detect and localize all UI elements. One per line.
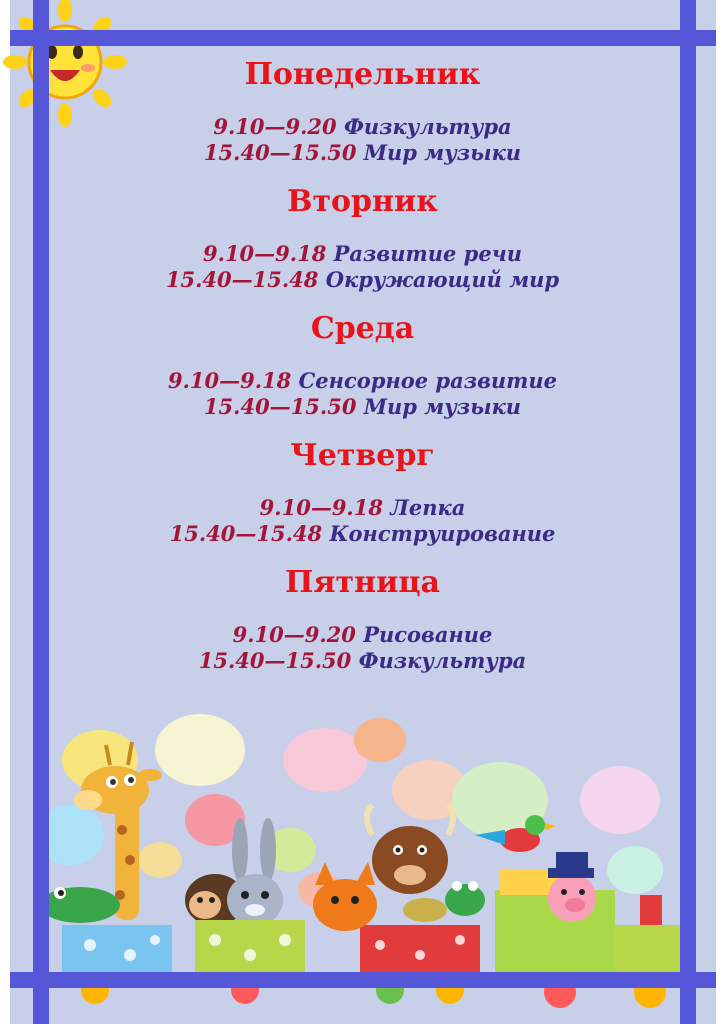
lesson-list (45, 241, 680, 293)
lesson-time: 9.10—9.18 (259, 495, 383, 520)
lesson-list (45, 495, 680, 547)
lesson-subject: Конструирование (329, 521, 556, 546)
lesson-subject: Сенсорное развитие (298, 368, 558, 393)
lesson-item (45, 495, 680, 521)
turtle-icon (403, 898, 447, 922)
lesson-list (45, 368, 680, 420)
day-heading: Пятница (285, 565, 440, 600)
day-heading: Вторник (287, 184, 438, 219)
lesson-time: 15.40—15.50 (203, 140, 357, 165)
weekly-schedule (45, 52, 680, 687)
lesson-subject: Мир музыки (363, 140, 522, 165)
spacer (45, 352, 680, 368)
lesson-item (45, 521, 680, 547)
lesson-subject: Рисование (363, 622, 493, 647)
lesson-list (45, 622, 680, 674)
crocodile-icon (40, 887, 120, 923)
lesson-subject: Физкультура (358, 648, 527, 673)
lesson-item (45, 140, 680, 166)
lesson-item (45, 114, 680, 140)
lesson-subject: Физкультура (343, 114, 512, 139)
lesson-time: 9.10—9.20 (232, 622, 356, 647)
lesson-subject: Окружающий мир (325, 267, 560, 292)
lesson-time: 15.40—15.48 (169, 521, 323, 546)
lesson-list (45, 114, 680, 166)
lesson-subject: Лепка (390, 495, 466, 520)
lesson-item (45, 267, 680, 293)
day-heading: Четверг (290, 438, 435, 473)
lesson-item (45, 648, 680, 674)
lesson-time: 9.10—9.20 (213, 114, 337, 139)
lesson-subject: Мир музыки (363, 394, 522, 419)
lesson-item (45, 368, 680, 394)
lesson-time: 15.40—15.50 (203, 394, 357, 419)
lesson-item (45, 241, 680, 267)
spacer (45, 225, 680, 241)
lesson-item (45, 622, 680, 648)
day-heading: Среда (310, 311, 415, 346)
lesson-subject: Развитие речи (333, 241, 522, 266)
lesson-time: 15.40—15.48 (165, 267, 319, 292)
spacer (45, 479, 680, 495)
lesson-time: 9.10—9.18 (167, 368, 292, 393)
lesson-time: 15.40—15.50 (198, 648, 352, 673)
lesson-item (45, 394, 680, 420)
spacer (45, 98, 680, 114)
spacer (45, 606, 680, 622)
day-heading: Понедельник (244, 57, 481, 92)
lesson-time: 9.10—9.18 (203, 241, 327, 266)
